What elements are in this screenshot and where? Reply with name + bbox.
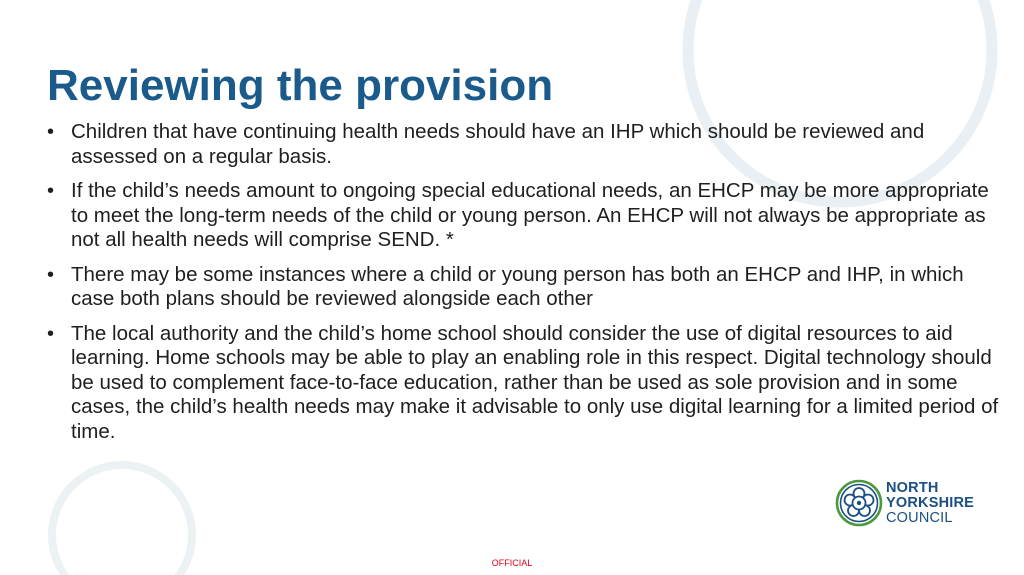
list-item-text: There may be some instances where a child or young person has both an EHCP and IHP, in which case both plans should be reviewed alongside each other [71,262,964,310]
logo-line-north: NORTH [886,480,939,496]
logo-line-yorkshire: YORKSHIRE [886,495,975,511]
list-item [47,120,1007,169]
list-item-text: Children that have continuing health needs should have an IHP which should be reviewed and assessed on a regular basis. [71,120,925,168]
logo-line-council: COUNCIL [886,510,953,526]
list-item-text: The local authority and the child’s home school should consider the use of digital resources to aid learning. Home schools may be able to play an enabling role in this respect. Digital technology should be used to complement face-to-face education, rather than be used as sole provision and in some cases, the child’s health needs may make it advisable to only use digital learning for a limited period of time. [71,321,999,443]
list-item [47,263,1007,312]
bullet-list [47,120,1007,454]
bullet-marker: • [47,180,55,202]
north-yorkshire-council-logo [834,478,984,530]
bullet-marker: • [47,263,55,286]
page-title: Reviewing the provision [47,61,554,110]
list-item [47,322,1007,445]
logo-wordmark [886,481,974,526]
bullet-marker: • [47,322,55,345]
bullet-marker: • [47,121,55,143]
classification-label: OFFICIAL [491,558,533,568]
list-item [47,179,1007,253]
yorkshire-rose-icon [834,478,884,528]
list-item-text: If the child’s needs amount to ongoing special educational needs, an EHCP may be more appropriate to meet the long-term needs of the child or young person. An EHCP will not always be appropriate as not all health needs will comprise SEND. * [71,179,989,251]
